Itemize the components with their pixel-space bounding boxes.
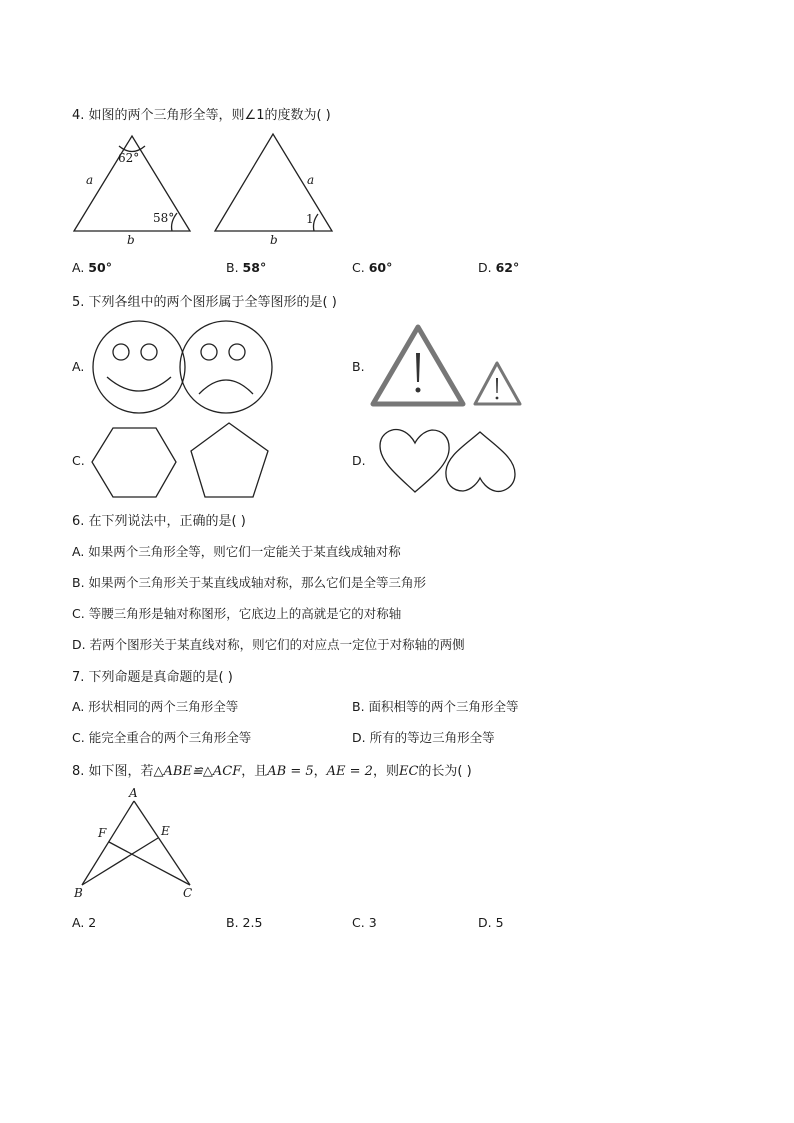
q4-option-b[interactable]: B. 58° bbox=[226, 260, 267, 275]
side-label-b-right: b bbox=[270, 233, 278, 247]
point-label-a: A bbox=[129, 786, 138, 800]
q8-option-c[interactable]: C. 3 bbox=[352, 915, 377, 930]
q8-option-b[interactable]: B. 2.5 bbox=[226, 915, 263, 930]
angle-label-1: 1 bbox=[306, 212, 314, 226]
q4-option-a[interactable]: A. 50° bbox=[72, 260, 112, 275]
question-8-stem: 8. 如下图，若△ABE≌△ACF，且AB = 5，AE = 2，则EC的长为( ) bbox=[72, 764, 472, 779]
point-label-f: F bbox=[98, 826, 107, 840]
point-label-e: E bbox=[161, 824, 170, 838]
question-4-stem: 4. 如图的两个三角形全等，则∠1的度数为( ) bbox=[72, 108, 331, 123]
q6-option-a[interactable]: A. 如果两个三角形全等，则它们一定能关于某直线成轴对称 bbox=[72, 544, 401, 559]
q8-option-a[interactable]: A. 2 bbox=[72, 915, 97, 930]
q4-option-c[interactable]: C. 60° bbox=[352, 260, 393, 275]
side-label-b-left: b bbox=[127, 233, 135, 247]
q6-option-c[interactable]: C. 等腰三角形是轴对称图形，它底边上的高就是它的对称轴 bbox=[72, 606, 402, 621]
question-6-stem: 6. 在下列说法中，正确的是( ) bbox=[72, 514, 246, 529]
q6-option-d[interactable]: D. 若两个图形关于某直线对称，则它们的对应点一定位于对称轴的两侧 bbox=[72, 637, 465, 652]
q7-option-b[interactable]: B. 面积相等的两个三角形全等 bbox=[352, 699, 519, 714]
q4-option-d[interactable]: D. 62° bbox=[478, 260, 520, 275]
side-label-a-left: a bbox=[86, 173, 94, 187]
q7-option-a[interactable]: A. 形状相同的两个三角形全等 bbox=[72, 699, 239, 714]
angle-label-62: 62° bbox=[118, 151, 140, 165]
angle-label-58: 58° bbox=[153, 211, 175, 225]
q7-option-d[interactable]: D. 所有的等边三角形全等 bbox=[352, 730, 495, 745]
q6-option-b[interactable]: B. 如果两个三角形关于某直线成轴对称，那么它们是全等三角形 bbox=[72, 575, 427, 590]
question-5-stem: 5. 下列各组中的两个图形属于全等图形的是( ) bbox=[72, 295, 337, 310]
q5-option-b-letter[interactable]: B. bbox=[352, 359, 365, 374]
q5-option-a-letter[interactable]: A. bbox=[72, 359, 85, 374]
point-label-c: C bbox=[183, 886, 193, 900]
side-label-a-right: a bbox=[307, 173, 315, 187]
question-7-stem: 7. 下列命题是真命题的是( ) bbox=[72, 670, 233, 685]
q8-option-d[interactable]: D. 5 bbox=[478, 915, 504, 930]
point-label-b: B bbox=[74, 886, 83, 900]
q5-option-d-letter[interactable]: D. bbox=[352, 453, 366, 468]
q5-option-c-letter[interactable]: C. bbox=[72, 453, 85, 468]
q7-option-c[interactable]: C. 能完全重合的两个三角形全等 bbox=[72, 730, 252, 745]
